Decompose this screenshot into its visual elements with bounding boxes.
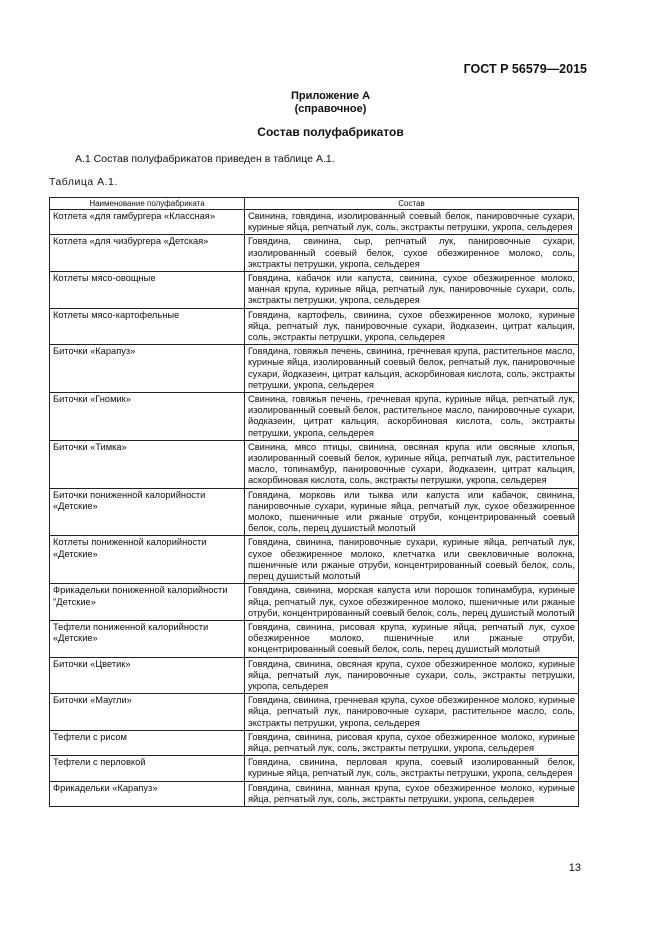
table-row: [50, 657, 579, 694]
appendix-heading: [0, 90, 661, 116]
product-name-cell: Тефтели с перловкой: [50, 756, 245, 781]
appendix-subtitle: (справочное): [294, 103, 367, 115]
product-name-cell: Тефтели с рисом: [50, 730, 245, 755]
header-cell-name: Наименование полуфабриката: [50, 198, 245, 210]
composition-cell: Говядина, свинина, рисовая крупа, сухое обезжиренное молоко, куриные яйца, репчатый лук, соль, экстракты петрушки, укропа, сельдерея: [245, 730, 579, 755]
composition-cell: Свинина, говядина, изолированный соевый белок, панировочные сухари, куриные яйца, репчатый лук, соль, экстракты петрушки, укропа, сельдерея: [245, 210, 579, 235]
product-name-cell: Фрикадельки «Карапуз»: [50, 781, 245, 806]
composition-cell: Говядина, свинина, овсяная крупа, сухое обезжиренное молоко, куриные яйца, репчатый лук, панировочные сухари, соль, экстракты петрушки, укропа, сельдерея: [245, 657, 579, 694]
table-caption: Таблица А.1.: [49, 176, 118, 188]
table-row: [50, 536, 579, 584]
table-row: [50, 210, 579, 235]
table-header-row: [50, 198, 579, 210]
product-name-cell: Биточки «Цветик»: [50, 657, 245, 694]
product-name-cell: Биточки пониженной калорийности «Детские»: [50, 488, 245, 536]
composition-cell: Говядина, картофель, свинина, сухое обезжиренное молоко, куриные яйца, репчатый лук, панировочные сухари, йодказеин, цитрат кальция, соль, экстракты петрушки, укропа, сельдерея: [245, 308, 579, 345]
product-name-cell: Котлета «для чизбургера «Детская»: [50, 235, 245, 272]
composition-table: [49, 197, 579, 807]
table-body: [50, 210, 579, 807]
product-name-cell: Фрикадельки пониженной калорийности "Детские»: [50, 584, 245, 621]
table-row: [50, 781, 579, 806]
composition-cell: Говядина, говяжья печень, свинина, гречневая крупа, растительное масло, куриные яйца, изолированный соевый белок, репчатый лук, панировочные сухари, йодказеин, цитрат кальция, аскорбиновая кислота, соль, экстракты петрушки, укропа, сельдерея: [245, 345, 579, 393]
product-name-cell: Котлета «для гамбургера «Классная»: [50, 210, 245, 235]
table-row: [50, 308, 579, 345]
product-name-cell: Котлеты мясо-картофельные: [50, 308, 245, 345]
table-row: [50, 730, 579, 755]
table-row: [50, 620, 579, 657]
composition-cell: Говядина, свинина, перловая крупа, соевый изолированный белок, куриные яйца, репчатый лук, соль, экстракты петрушки, укропа, сельдерея: [245, 756, 579, 781]
table-row: [50, 440, 579, 488]
table-row: [50, 756, 579, 781]
composition-cell: Говядина, свинина, сыр, репчатый лук, панировочные сухари, изолированный соевый белок, сухое обезжиренное молоко, соль, экстракты петрушки, укропа, сельдерея: [245, 235, 579, 272]
composition-cell: Говядина, свинина, морская капуста или порошок топинамбура, куриные яйца, репчатый лук, сухое обезжиренное молоко, пшеничные или ржаные отруби, концентрированный соевый белок, соль, перец душистый молотый: [245, 584, 579, 621]
product-name-cell: Биточки «Тимка»: [50, 440, 245, 488]
product-name-cell: Биточки «Карапуз»: [50, 345, 245, 393]
product-name-cell: Тефтели пониженной калорийности «Детские»: [50, 620, 245, 657]
product-name-cell: Котлеты мясо-овощные: [50, 272, 245, 309]
composition-cell: Говядина, свинина, панировочные сухари, куриные яйца, репчатый лук, сухое обезжиренное молоко, клетчатка или свекловичные волокна, пшеничные или ржаные отруби, концентрированный соевый белок, соль, перец душистый молотый: [245, 536, 579, 584]
table-row: [50, 272, 579, 309]
composition-cell: Говядина, свинина, манная крупа, сухое обезжиренное молоко, куриные яйца, репчатый лук, соль, экстракты петрушки, укропа, сельдерея: [245, 781, 579, 806]
document-code: ГОСТ Р 56579—2015: [463, 62, 587, 76]
intro-paragraph: А.1 Состав полуфабрикатов приведен в таблице А.1.: [75, 153, 335, 165]
table-row: [50, 235, 579, 272]
table-row: [50, 393, 579, 441]
composition-cell: Говядина, кабачок или капуста, свинина, сухое обезжиренное молоко, манная крупа, куриные яйца, репчатый лук, панировочные сухари, соль, экстракты петрушки, укропа, сельдерея: [245, 272, 579, 309]
product-name-cell: Биточки «Маугли»: [50, 694, 245, 731]
table-row: [50, 488, 579, 536]
product-name-cell: Котлеты пониженной калорийности «Детские»: [50, 536, 245, 584]
table-row: [50, 345, 579, 393]
page-number: 13: [568, 862, 581, 874]
table-row: [50, 584, 579, 621]
composition-cell: Свинина, мясо птицы, свинина, овсяная крупа или овсяные хлопья, изолированный соевый белок, куриные яйца, репчатый лук, растительное масло, топинамбур, панировочные сухари, йодказеин, цитрат кальция, аскорбиновая кислота, соль, экстракты петрушки, укропа, сельдерея: [245, 440, 579, 488]
composition-cell: Говядина, морковь или тыква или капуста или кабачок, свинина, панировочные сухари, куриные яйца, репчатый лук, сухое обезжиренное молоко, пшеничные или ржаные отруби, концентрированный соевый белок, соль, перец душистый молотый: [245, 488, 579, 536]
table-row: [50, 694, 579, 731]
section-title: Состав полуфабрикатов: [257, 125, 404, 139]
product-name-cell: Биточки «Гномик»: [50, 393, 245, 441]
composition-cell: Говядина, свинина, рисовая крупа, куриные яйца, репчатый лук, сухое обезжиренное молоко, пшеничные или ржаные отруби, концентрированный соевый белок, соль, перец душистый молотый: [245, 620, 579, 657]
appendix-title: Приложение А: [290, 90, 371, 102]
composition-cell: Свинина, говяжья печень, гречневая крупа, куриные яйца, репчатый лук, изолированный соевый белок, растительное масло, панировочные сухари, йодказеин, цитрат кальция, аскорбиновая кислота, соль, экстракты петрушки, укропа, сельдерея: [245, 393, 579, 441]
header-cell-composition: Состав: [245, 198, 579, 210]
composition-cell: Говядина, свинина, гречневая крупа, сухое обезжиренное молоко, куриные яйца, репчатый лук, панировочные сухари, растительное масло, соль, экстракты петрушки, укропа, сельдерея: [245, 694, 579, 731]
